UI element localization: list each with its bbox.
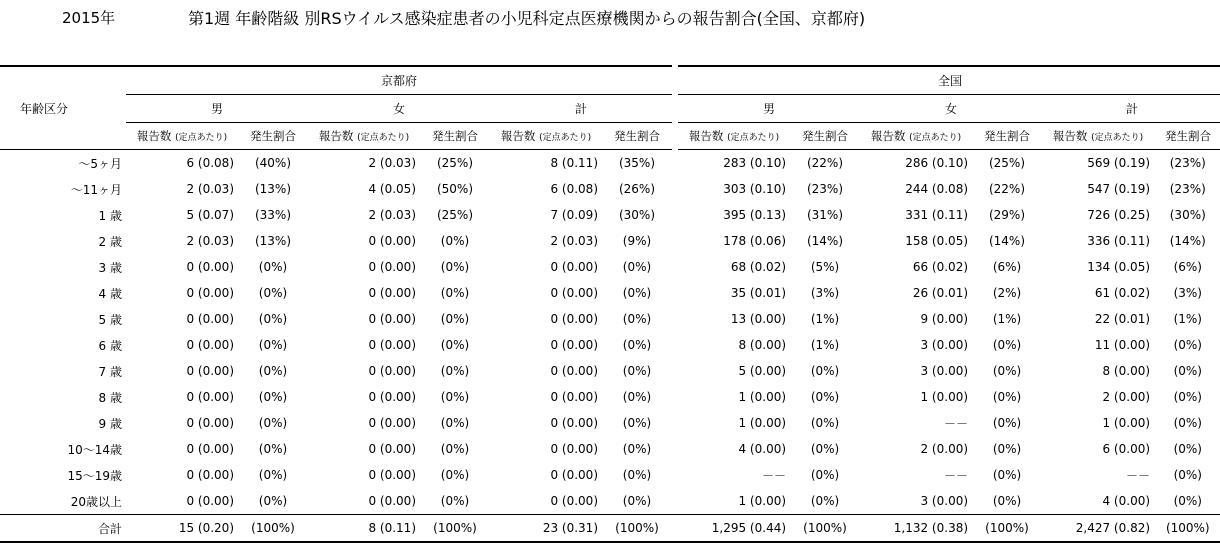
report-count-cell: 4 (0.00) xyxy=(1102,494,1151,508)
age-group-label: 3 歳 xyxy=(98,260,122,275)
subheader-rate: 発生割合 xyxy=(602,123,672,150)
report-count-cell: 0 (0.00) xyxy=(186,364,234,378)
report-count-cell: 0 (0.00) xyxy=(550,286,598,300)
rate-cell: (0%) xyxy=(992,494,1022,508)
rate-cell: (0%) xyxy=(440,312,470,326)
age-group-label: 9 歳 xyxy=(98,416,122,431)
report-count-cell: 547 (0.19) xyxy=(1087,182,1151,196)
table-row xyxy=(0,202,1220,228)
rate-cell: (0%) xyxy=(258,416,288,430)
report-count-cell: －－ xyxy=(944,468,969,483)
subheader-count-label: 報告数 xyxy=(688,129,724,143)
table-row xyxy=(0,488,1220,515)
rate-cell: (0%) xyxy=(810,416,840,430)
subheader-per-sentinel-label: (定点あたり) xyxy=(909,133,962,143)
report-count-cell: 331 (0.11) xyxy=(905,208,969,222)
region-header-kyoto: 京都府 xyxy=(126,66,672,95)
rate-cell: (0%) xyxy=(622,468,652,482)
sex-header-kyoto-2: 計 xyxy=(490,95,672,123)
report-count-cell: 15 (0.20) xyxy=(126,515,238,543)
rate-cell: (3%) xyxy=(810,286,840,300)
rate-cell: (0%) xyxy=(258,338,288,352)
rate-cell: (3%) xyxy=(1154,280,1220,306)
rate-cell: (100%) xyxy=(972,515,1042,543)
table-row xyxy=(0,462,1220,488)
report-count-cell: 2 (0.00) xyxy=(920,442,969,456)
subheader-rate: 発生割合 xyxy=(972,123,1042,150)
report-count-cell: 0 (0.00) xyxy=(368,390,416,404)
rate-cell: (9%) xyxy=(622,234,652,248)
report-count-cell: 0 (0.00) xyxy=(550,494,598,508)
report-count-cell: 1,295 (0.44) xyxy=(678,515,790,543)
subheader-per-sentinel-label: (定点あたり) xyxy=(175,133,228,143)
rate-cell: (0%) xyxy=(258,468,288,482)
rate-cell: (0%) xyxy=(1154,488,1220,515)
report-count-cell: 0 (0.00) xyxy=(550,390,598,404)
subheader-rate: 発生割合 xyxy=(238,123,308,150)
rate-cell: (0%) xyxy=(440,416,470,430)
rate-cell: (0%) xyxy=(622,286,652,300)
rate-cell: (0%) xyxy=(440,468,470,482)
report-count-cell: 0 (0.00) xyxy=(550,416,598,430)
report-count-cell: 1,132 (0.38) xyxy=(860,515,972,543)
subheader-count xyxy=(678,123,790,150)
rate-cell: (0%) xyxy=(1154,384,1220,410)
report-count-cell: 0 (0.00) xyxy=(186,494,234,508)
rate-cell: (1%) xyxy=(1154,306,1220,332)
report-count-cell: 0 (0.00) xyxy=(368,494,416,508)
rate-cell: (0%) xyxy=(622,338,652,352)
rate-cell: (0%) xyxy=(1154,410,1220,436)
table-row xyxy=(0,410,1220,436)
rate-cell: (31%) xyxy=(806,208,844,222)
report-count-cell: 23 (0.31) xyxy=(490,515,602,543)
sex-header-national-0: 男 xyxy=(678,95,860,123)
subheader-count-label: 報告数 xyxy=(318,129,354,143)
rate-cell: (0%) xyxy=(258,442,288,456)
age-group-label: 4 歳 xyxy=(98,286,122,301)
subheader-count xyxy=(490,123,602,150)
rate-cell: (50%) xyxy=(436,182,474,196)
rate-cell: (0%) xyxy=(258,390,288,404)
rate-cell: (0%) xyxy=(622,312,652,326)
report-count-cell: 158 (0.05) xyxy=(905,234,969,248)
report-count-cell: 0 (0.00) xyxy=(186,416,234,430)
rate-cell: (30%) xyxy=(1154,202,1220,228)
rate-cell: (14%) xyxy=(1154,228,1220,254)
report-count-cell: 0 (0.00) xyxy=(550,442,598,456)
rate-cell: (0%) xyxy=(1154,436,1220,462)
report-count-cell: 726 (0.25) xyxy=(1087,208,1151,222)
report-count-cell: 8 (0.00) xyxy=(1102,364,1151,378)
report-count-cell: 0 (0.00) xyxy=(186,312,234,326)
age-group-label: ～11ヶ月 xyxy=(70,182,122,197)
rate-cell: (0%) xyxy=(258,494,288,508)
report-count-cell: 395 (0.13) xyxy=(723,208,787,222)
table-row xyxy=(0,228,1220,254)
rate-cell: (0%) xyxy=(622,442,652,456)
report-count-cell: 7 (0.09) xyxy=(550,208,598,222)
age-group-label: 10～14歳 xyxy=(67,442,122,457)
table-row xyxy=(0,384,1220,410)
rate-cell: (0%) xyxy=(440,390,470,404)
rate-cell: (23%) xyxy=(1154,150,1220,177)
subheader-rate: 発生割合 xyxy=(790,123,860,150)
age-group-label: 15～19歳 xyxy=(67,468,122,483)
rate-cell: (23%) xyxy=(806,182,844,196)
rate-cell: (0%) xyxy=(810,494,840,508)
subheader-rate: 発生割合 xyxy=(1154,123,1220,150)
rate-cell: (0%) xyxy=(810,364,840,378)
report-count-cell: 11 (0.00) xyxy=(1094,338,1151,352)
table-row xyxy=(0,280,1220,306)
rate-cell: (0%) xyxy=(622,390,652,404)
subheader-count xyxy=(308,123,420,150)
report-count-cell: 6 (0.08) xyxy=(550,182,598,196)
report-count-cell: 3 (0.00) xyxy=(920,494,969,508)
age-group-report-table xyxy=(0,65,1220,543)
report-count-cell: 8 (0.00) xyxy=(738,338,787,352)
subheader-count-label: 報告数 xyxy=(870,129,906,143)
report-count-cell: 35 (0.01) xyxy=(730,286,787,300)
rate-cell: (0%) xyxy=(440,260,470,274)
report-count-cell: 6 (0.08) xyxy=(186,156,234,170)
sex-header-national-1: 女 xyxy=(860,95,1042,123)
rate-cell: (25%) xyxy=(988,156,1026,170)
report-count-cell: 1 (0.00) xyxy=(920,390,969,404)
subheader-count-label: 報告数 xyxy=(500,129,536,143)
age-group-label: 合計 xyxy=(0,515,126,543)
rate-cell: (0%) xyxy=(1154,462,1220,488)
report-count-cell: 569 (0.19) xyxy=(1087,156,1151,170)
rate-cell: (26%) xyxy=(618,182,656,196)
rate-cell: (0%) xyxy=(258,364,288,378)
rate-cell: (0%) xyxy=(810,390,840,404)
rate-cell: (0%) xyxy=(1154,358,1220,384)
report-count-cell: 0 (0.00) xyxy=(550,364,598,378)
report-count-cell: 0 (0.00) xyxy=(550,260,598,274)
report-count-cell: 22 (0.01) xyxy=(1094,312,1151,326)
rate-cell: (0%) xyxy=(992,468,1022,482)
report-count-cell: 66 (0.02) xyxy=(912,260,969,274)
table-row xyxy=(0,332,1220,358)
age-group-label: 6 歳 xyxy=(98,338,122,353)
rate-cell: (33%) xyxy=(254,208,292,222)
report-count-cell: 0 (0.00) xyxy=(186,390,234,404)
rate-cell: (0%) xyxy=(810,442,840,456)
report-count-cell: 0 (0.00) xyxy=(368,338,416,352)
report-count-cell: 8 (0.11) xyxy=(550,156,598,170)
rate-cell: (22%) xyxy=(806,156,844,170)
age-group-label: 7 歳 xyxy=(98,364,122,379)
rate-cell: (0%) xyxy=(440,442,470,456)
rate-cell: (23%) xyxy=(1154,176,1220,202)
report-count-cell: 0 (0.00) xyxy=(550,312,598,326)
report-count-cell: 0 (0.00) xyxy=(368,364,416,378)
subheader-count-label: 報告数 xyxy=(136,129,172,143)
report-count-cell: 6 (0.00) xyxy=(1102,442,1151,456)
rate-cell: (25%) xyxy=(436,208,474,222)
age-group-label: 20歳以上 xyxy=(70,494,122,509)
report-count-cell: 134 (0.05) xyxy=(1087,260,1151,274)
row-header-age-group: 年齢区分 xyxy=(0,66,126,150)
rate-cell: (0%) xyxy=(810,468,840,482)
report-count-cell: 4 (0.00) xyxy=(738,442,787,456)
report-count-cell: 336 (0.11) xyxy=(1087,234,1151,248)
report-count-cell: 9 (0.00) xyxy=(920,312,969,326)
report-count-cell: 0 (0.00) xyxy=(186,468,234,482)
rate-cell: (100%) xyxy=(602,515,672,543)
report-count-cell: 2 (0.03) xyxy=(550,234,598,248)
rate-cell: (0%) xyxy=(440,286,470,300)
report-count-cell: 286 (0.10) xyxy=(905,156,969,170)
report-count-cell: －－ xyxy=(1126,468,1151,483)
report-count-cell: 5 (0.07) xyxy=(186,208,234,222)
report-count-cell: 0 (0.00) xyxy=(368,468,416,482)
report-count-cell: 1 (0.00) xyxy=(1102,416,1151,430)
age-group-label: 1 歳 xyxy=(98,208,122,223)
subheader-per-sentinel-label: (定点あたり) xyxy=(727,133,780,143)
rate-cell: (40%) xyxy=(254,156,292,170)
report-count-cell: 4 (0.05) xyxy=(368,182,416,196)
rate-cell: (14%) xyxy=(988,234,1026,248)
report-count-cell: 1 (0.00) xyxy=(738,416,787,430)
rate-cell: (0%) xyxy=(622,364,652,378)
report-count-cell: 303 (0.10) xyxy=(723,182,787,196)
report-count-cell: 283 (0.10) xyxy=(723,156,787,170)
rate-cell: (13%) xyxy=(254,182,292,196)
subheader-per-sentinel-label: (定点あたり) xyxy=(357,133,410,143)
report-count-cell: 3 (0.00) xyxy=(920,338,969,352)
report-count-cell: 5 (0.00) xyxy=(738,364,787,378)
sex-header-kyoto-1: 女 xyxy=(308,95,490,123)
report-count-cell: 2,427 (0.82) xyxy=(1042,515,1154,543)
rate-cell: (0%) xyxy=(992,364,1022,378)
subheader-count xyxy=(126,123,238,150)
sex-header-kyoto-0: 男 xyxy=(126,95,308,123)
rate-cell: (0%) xyxy=(992,416,1022,430)
report-title: 第1週 年齢階級 別RSウイルス感染症患者の小児科定点医療機関からの報告割合(全国、京都府) xyxy=(188,9,866,28)
report-count-cell: 0 (0.00) xyxy=(368,234,416,248)
rate-cell: (1%) xyxy=(810,338,840,352)
rate-cell: (5%) xyxy=(810,260,840,274)
report-count-cell: 0 (0.00) xyxy=(186,260,234,274)
table-row xyxy=(0,436,1220,462)
rate-cell: (29%) xyxy=(988,208,1026,222)
rate-cell: (100%) xyxy=(420,515,490,543)
rate-cell: (2%) xyxy=(992,286,1022,300)
report-count-cell: 0 (0.00) xyxy=(368,260,416,274)
subheader-count xyxy=(1042,123,1154,150)
report-count-cell: 0 (0.00) xyxy=(186,442,234,456)
report-count-cell: 0 (0.00) xyxy=(550,338,598,352)
report-count-cell: 26 (0.01) xyxy=(912,286,969,300)
subheader-rate: 発生割合 xyxy=(420,123,490,150)
rate-cell: (6%) xyxy=(1154,254,1220,280)
table-row xyxy=(0,358,1220,384)
rate-cell: (0%) xyxy=(258,260,288,274)
rate-cell: (0%) xyxy=(622,494,652,508)
rate-cell: (0%) xyxy=(440,234,470,248)
rate-cell: (0%) xyxy=(1154,332,1220,358)
table-row xyxy=(0,176,1220,202)
rate-cell: (13%) xyxy=(254,234,292,248)
subheader-per-sentinel-label: (定点あたり) xyxy=(539,133,592,143)
rate-cell: (14%) xyxy=(806,234,844,248)
report-count-cell: 0 (0.00) xyxy=(368,416,416,430)
table-row xyxy=(0,306,1220,332)
table-row xyxy=(0,254,1220,280)
rate-cell: (0%) xyxy=(622,260,652,274)
rate-cell: (1%) xyxy=(810,312,840,326)
age-group-label: 2 歳 xyxy=(98,234,122,249)
rate-cell: (35%) xyxy=(618,156,656,170)
report-count-cell: 13 (0.00) xyxy=(730,312,787,326)
report-count-cell: －－ xyxy=(944,416,969,431)
table-total-row xyxy=(0,515,1220,543)
subheader-count xyxy=(860,123,972,150)
age-group-label: ～5ヶ月 xyxy=(78,156,122,171)
report-count-cell: 0 (0.00) xyxy=(368,312,416,326)
rate-cell: (0%) xyxy=(992,442,1022,456)
rate-cell: (30%) xyxy=(618,208,656,222)
age-group-label: 8 歳 xyxy=(98,390,122,405)
rate-cell: (0%) xyxy=(440,494,470,508)
report-count-cell: 2 (0.03) xyxy=(368,208,416,222)
report-count-cell: 0 (0.00) xyxy=(368,286,416,300)
report-count-cell: 2 (0.03) xyxy=(186,182,234,196)
region-header-national: 全国 xyxy=(678,66,1220,95)
rate-cell: (0%) xyxy=(440,364,470,378)
report-count-cell: 2 (0.03) xyxy=(186,234,234,248)
report-count-cell: 0 (0.00) xyxy=(186,286,234,300)
rate-cell: (0%) xyxy=(622,416,652,430)
sex-header-national-2: 計 xyxy=(1042,95,1220,123)
rate-cell: (22%) xyxy=(988,182,1026,196)
report-count-cell: 2 (0.00) xyxy=(1102,390,1151,404)
rate-cell: (100%) xyxy=(790,515,860,543)
report-count-cell: 0 (0.00) xyxy=(368,442,416,456)
rate-cell: (100%) xyxy=(238,515,308,543)
rate-cell: (100%) xyxy=(1154,515,1220,543)
subheader-count-label: 報告数 xyxy=(1052,129,1088,143)
report-count-cell: 2 (0.03) xyxy=(368,156,416,170)
rate-cell: (0%) xyxy=(258,312,288,326)
subheader-per-sentinel-label: (定点あたり) xyxy=(1091,133,1144,143)
report-count-cell: 68 (0.02) xyxy=(730,260,787,274)
report-count-cell: 178 (0.06) xyxy=(723,234,787,248)
report-count-cell: 244 (0.08) xyxy=(905,182,969,196)
rate-cell: (1%) xyxy=(992,312,1022,326)
rate-cell: (6%) xyxy=(992,260,1022,274)
rate-cell: (0%) xyxy=(440,338,470,352)
table-row xyxy=(0,150,1220,177)
report-count-cell: 61 (0.02) xyxy=(1094,286,1151,300)
report-year: 2015年 xyxy=(62,9,116,27)
rate-cell: (0%) xyxy=(258,286,288,300)
rate-cell: (0%) xyxy=(992,338,1022,352)
report-count-cell: 1 (0.00) xyxy=(738,390,787,404)
report-count-cell: 0 (0.00) xyxy=(550,468,598,482)
report-count-cell: 3 (0.00) xyxy=(920,364,969,378)
report-count-cell: 8 (0.11) xyxy=(308,515,420,543)
rate-cell: (0%) xyxy=(992,390,1022,404)
report-count-cell: 0 (0.00) xyxy=(186,338,234,352)
age-group-label: 5 歳 xyxy=(98,312,122,327)
rate-cell: (25%) xyxy=(436,156,474,170)
report-count-cell: －－ xyxy=(762,468,787,483)
report-count-cell: 1 (0.00) xyxy=(738,494,787,508)
